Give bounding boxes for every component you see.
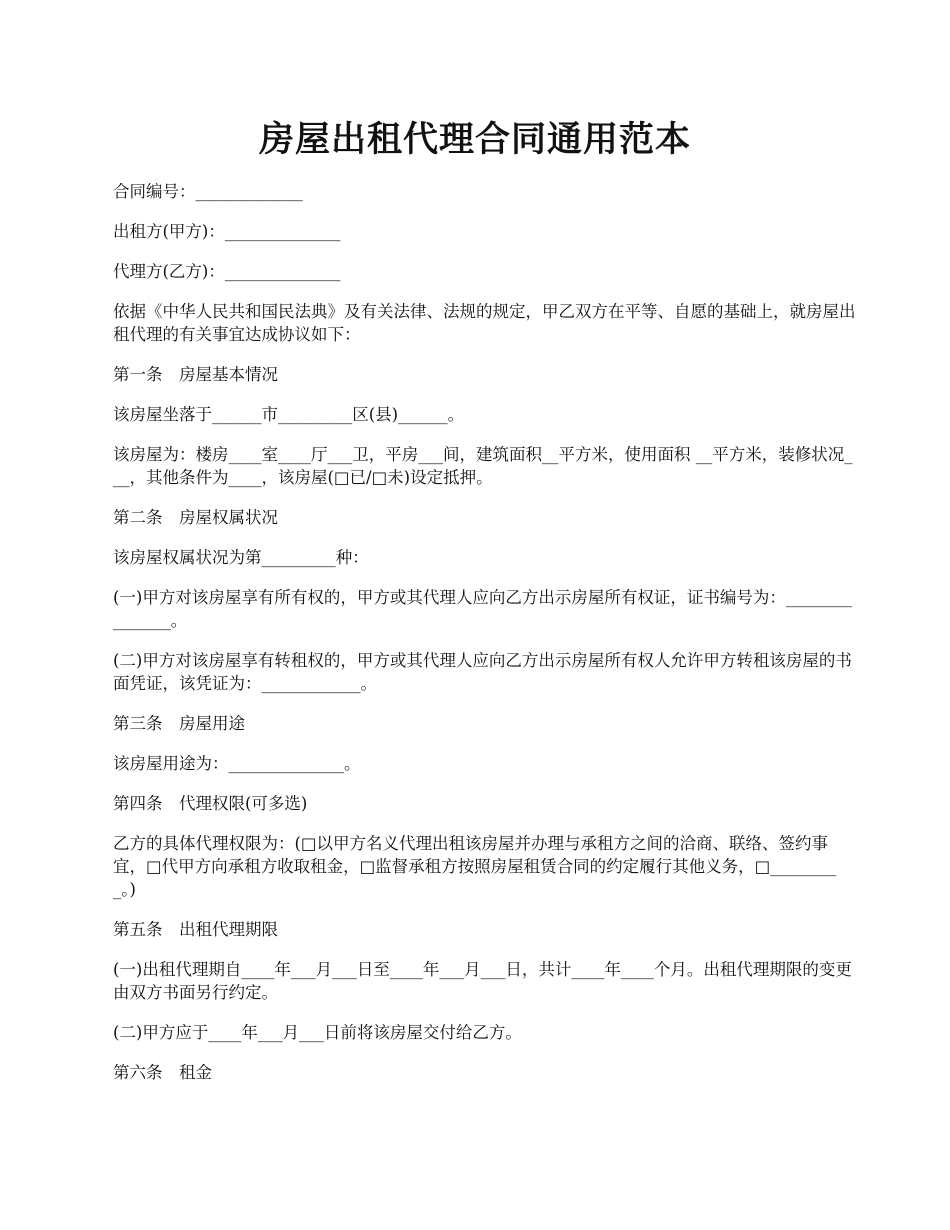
ownership-clause-2: (二)甲方对该房屋享有转租权的，甲方或其代理人应向乙方出示房屋所有权人允许甲方转租该房屋的书面凭证，该凭证为：____________。 — [113, 651, 852, 693]
document-body — [113, 180, 858, 1101]
preamble-paragraph: 依据《中华人民共和国民法典》及有关法律、法规的规定，甲乙双方在平等、自愿的基础上，就房屋出租代理的有关事宜达成协议如下： — [113, 302, 856, 344]
document-title: 房屋出租代理合同通用范本 — [258, 119, 691, 160]
agency-term-clause-2: (二)甲方应于____年___月___日前将该房屋交付给乙方。 — [113, 1023, 522, 1042]
ownership-clause-1: (一)甲方对该房屋享有所有权的，甲方或其代理人应向乙方出示房屋所有权证，证书编号为：_______________。 — [113, 588, 852, 630]
agent-line: 代理方(乙方)：______________ — [113, 262, 341, 281]
lessor-line: 出租方(甲方)：______________ — [113, 222, 341, 241]
article-2-heading: 第二条 房屋权属状况 — [113, 508, 278, 527]
article-3-heading: 第三条 房屋用途 — [113, 714, 245, 733]
house-location-paragraph: 该房屋坐落于______市_________区(县)______。 — [113, 405, 465, 424]
contract-number-line: 合同编号：_____________ — [113, 182, 303, 201]
house-usage-paragraph: 该房屋用途为：______________。 — [113, 754, 361, 773]
agency-term-clause-1: (一)出租代理期自____年___月___日至____年___月___日，共计____年____个月。出租代理期限的变更由双方书面另行约定。 — [113, 960, 852, 1002]
article-1-heading: 第一条 房屋基本情况 — [113, 365, 278, 384]
ownership-type-paragraph: 该房屋权属状况为第_________种： — [113, 548, 369, 567]
article-4-heading: 第四条 代理权限(可多选) — [113, 794, 308, 813]
agency-scope-paragraph: 乙方的具体代理权限为：(□以甲方名义代理出租该房屋并办理与承租方之间的洽商、联络、签约事宜，□代甲方向承租方收取租金，□监督承租方按照房屋租赁合同的约定履行其他义务，□_________。) — [113, 834, 837, 899]
article-5-heading: 第五条 出租代理期限 — [113, 920, 278, 939]
house-details-paragraph: 该房屋为：楼房____室____厅___卫，平房___间，建筑面积__平方米，使用面积 __平方米，装修状况___，其他条件为____，该房屋(□已/□未)设定抵押。 — [113, 445, 853, 487]
article-6-heading: 第六条 租金 — [113, 1063, 212, 1082]
